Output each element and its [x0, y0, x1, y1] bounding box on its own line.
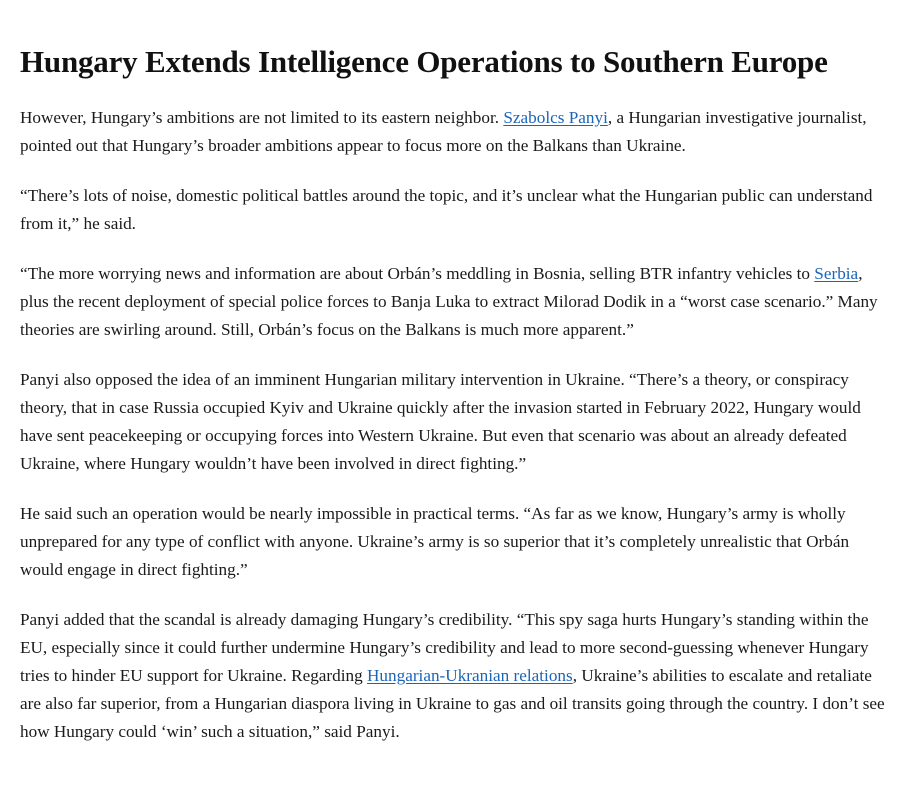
paragraph-text: Panyi also opposed the idea of an imminent Hungarian military intervention in Ukraine. “There’s a theory, or conspiracy theory, that in case Russia occupied Kyiv and Ukraine quickly after the invasion started in February 2022, Hungary would have sent peacekeeping or occupying forces into Western Ukraine. But even that scenario was about an already defeated Ukraine, where Hungary wouldn’t have been involved in direct fighting.”	[20, 370, 861, 473]
paragraph-text: “There’s lots of noise, domestic political battles around the topic, and it’s unclear what the Hungarian public can understand from it,” he said.	[20, 186, 873, 233]
paragraph-4	[20, 366, 886, 478]
link-hungarian-ukranian-relations[interactable]: Hungarian-Ukranian relations	[367, 666, 573, 685]
paragraph-1	[20, 104, 886, 160]
paragraph-text: Panyi added that the scandal is already damaging Hungary’s credibility. “This spy saga hurts Hungary’s standing within the EU, especially since it could further undermine Hungary’s credibility and lead to more second-guessing whenever Hungary tries to hinder EU support for Ukraine. Regarding	[20, 610, 869, 685]
paragraph-3	[20, 260, 886, 344]
paragraph-text: , a Hungarian investigative journalist, pointed out that Hungary’s broader ambitions appear to focus more on the Balkans than Ukraine.	[20, 108, 867, 155]
paragraph-2	[20, 182, 886, 238]
link-szabolcs-panyi[interactable]: Szabolcs Panyi	[503, 108, 608, 127]
article-headline: Hungary Extends Intelligence Operations to Southern Europe	[20, 44, 828, 79]
paragraph-text: , plus the recent deployment of special police forces to Banja Luka to extract Milorad Dodik in a “worst case scenario.” Many theories are swirling around. Still, Orbán’s focus on the Balkans is much more apparent.”	[20, 264, 878, 339]
link-serbia[interactable]: Serbia	[814, 264, 859, 283]
paragraph-5	[20, 500, 886, 584]
paragraph-text: “The more worrying news and information are about Orbán’s meddling in Bosnia, selling BTR infantry vehicles to	[20, 264, 815, 283]
paragraph-text: However, Hungary’s ambitions are not limited to its eastern neighbor.	[20, 108, 504, 127]
paragraph-text: , Ukraine’s abilities to escalate and retaliate are also far superior, from a Hungarian diaspora living in Ukraine to gas and oil transits going through the country. I don’t see how Hungary could ‘win’ such a situation,” said Panyi.	[20, 666, 885, 741]
paragraph-6	[20, 606, 886, 746]
paragraph-text: He said such an operation would be nearly impossible in practical terms. “As far as we know, Hungary’s army is wholly unprepared for any type of conflict with anyone. Ukraine’s army is so superior that it’s completely unrealistic that Orbán would engage in direct fighting.”	[20, 504, 850, 579]
